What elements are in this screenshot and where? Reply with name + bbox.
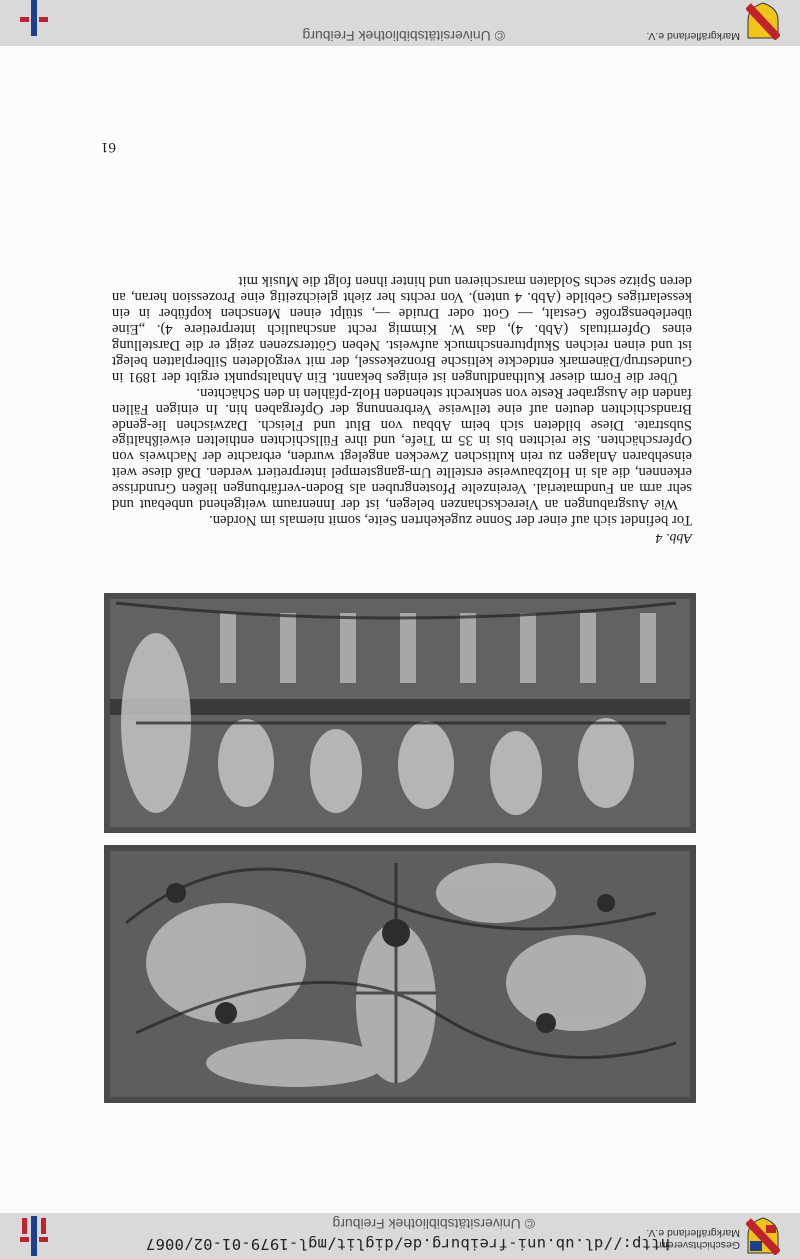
source-url[interactable]: http://dl.ub.uni-freiburg.de/diglit/mgl-1979-01-02/0067 [145, 1235, 670, 1253]
society-line1: Geschichtsverein [659, 1239, 740, 1251]
paragraph: Über die Form dieser Kulthandlungen ist einiges bekannt. Ein Anhaltspunkt ergibt der 1891 in Gundestrup/Dänemark entdeckte keltische Bronzekessel, der mit vergoldeten Silberplatten belegt ist und einen reichen Skulpturenschmuck aufweist. Neben Götterszenen zeigt er die Darstellung eines Opferrituals (Abb. 4), das W. Kimmig recht anschaulich interpretiere 4). „Eine überlebensgroße Gestalt, — Gott oder Druide —, stülpt einen Menschen kopfüber in ein kesselartiges Gebilde (Abb. 4 unten). Von rechts her zieht gleichzeitig eine Prozession heran, an deren Spitze sechs Soldaten marschieren und hinter ihnen folgt die Musik mit [112, 273, 692, 385]
figure-panel-lower [104, 593, 696, 833]
credit-text: © Universitätsbibliothek Freiburg [332, 1216, 535, 1232]
figure-gap [104, 833, 696, 845]
society-line2: Markgräflerland e.V. [646, 30, 740, 42]
crest-icon [746, 2, 780, 40]
page-number: 61 [101, 139, 116, 155]
page-paper [0, 46, 800, 1213]
credit-text: © Universitätsbibliothek Freiburg [302, 28, 505, 44]
paragraph: Wie Ausgrabungen an Viereckschanzen belegen, ist der Innenraum weitgehend unbebaut und sehr arm an Fundmaterial. Vereinzelte Pfostengruben als Boden-verfärbungen ließen Grundrisse erkennen, die als in Holzbauweise erstellte Um-gangstempel interpretiert werden. Daß diese weit einsehbaren Anlagen zu rein kultischen Zwecken angelegt wurden, erbrachte der Nachweis von Opferschächten. Sie reichten bis in 35 m Tiefe, und ihre Füllschichten enthielten eiweißhaltige Substrate. Diese bildeten sich beim Abbau von Blut und Fleisch. Dazwischen lie-gende Brandschichten deuten auf eine teilweise Verbrennung der Opfergaben hin. In einigen Fällen fanden die Ausgraber Reste von senkrecht stehenden Holz-pfählen in den Schächten. [112, 384, 692, 513]
society-line2: Markgräflerland e.V. [646, 1227, 740, 1239]
crest-icon [746, 1217, 780, 1255]
figure-panel-upper [104, 845, 696, 1103]
footer-bar [0, 0, 800, 46]
ub-freiburg-logo-icon [20, 1216, 48, 1256]
society-name [646, 30, 740, 42]
paragraph: Tor befindet sich auf einer der Sonne zugekehrten Seite, somit niemals im Norden. [209, 512, 692, 528]
ub-freiburg-logo-icon [20, 0, 48, 36]
body-text [112, 273, 692, 528]
figure-caption: Abb. 4 [655, 530, 692, 545]
header-bar [0, 1213, 800, 1259]
